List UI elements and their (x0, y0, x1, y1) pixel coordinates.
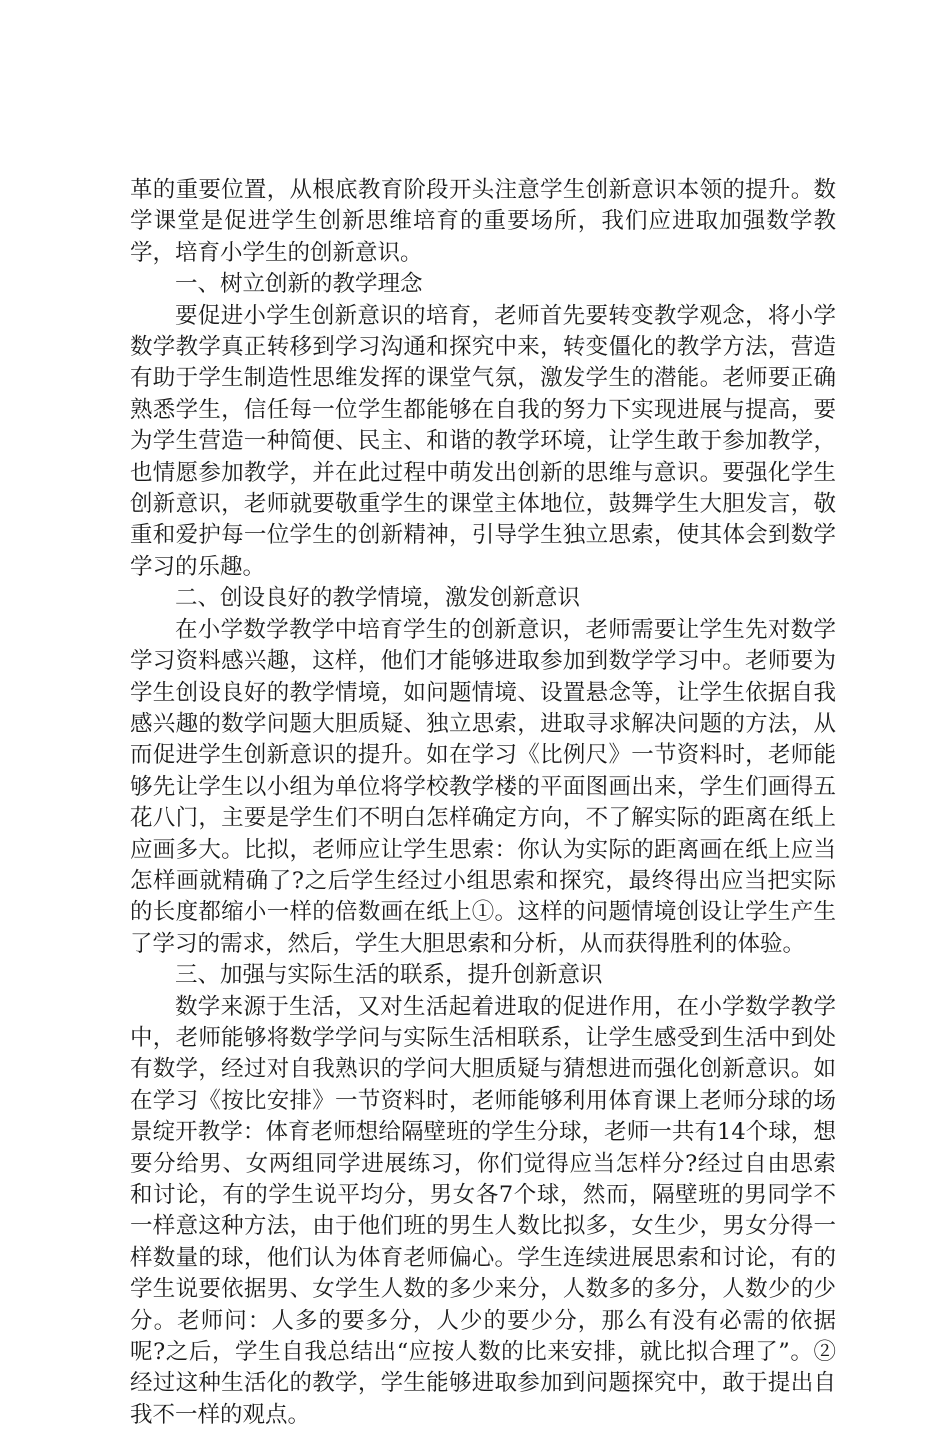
paragraph-section-3: 数学来源于生活，又对生活起着进取的促进作用，在小学数学教学中，老师能够将数学学问与实际生活相联系，让学生感受到生活中到处有数学，经过对自我熟识的学问大胆质疑与猜想进而强化创新意识。如在学习《按比安排》一节资料时，老师能够利用体育课上老师分球的场景绽开教学：体育老师想给隔壁班的学生分球，老师一共有14个球，想要分给男、女两组同学进展练习，你们觉得应当怎样分?经过自由思索和讨论，有的学生说平均分，男女各7个球，然而，隔壁班的男同学不一样意这种方法，由于他们班的男生人数比拟多，女生少，男女分得一样数量的球，他们认为体育老师偏心。学生连续进展思索和讨论，有的学生说要依据男、女学生人数的多少来分，人数多的多分，人数少的少分。老师问：人多的要多分，人少的要少分，那么有没有必需的依据呢?之后，学生自我总结出“应按人数的比来安排，就比拟合理了”。②经过这种生活化的教学，学生能够进取参加到问题探究中，敢于提出自我不一样的观点。 (130, 993, 836, 1428)
section-heading-2: 二、创设良好的教学情境，激发创新意识 (175, 585, 581, 612)
section-heading-3: 三、加强与实际生活的联系，提升创新意识 (175, 962, 603, 989)
paragraph-section-1: 要促进小学生创新意识的培育，老师首先要转变教学观念，将小学数学教学真正转移到学习沟通和探究中来，转变僵化的教学方法，营造有助于学生制造性思维发挥的课堂气氛，激发学生的潜能。老师要正确熟悉学生，信任每一位学生都能够在自我的努力下实现进展与提高，要为学生营造一种简便、民主、和谐的教学环境，让学生敢于参加教学，也情愿参加教学，并在此过程中萌发出创新的思维与意识。要强化学生创新意识，老师就要敬重学生的课堂主体地位，鼓舞学生大胆发言，敬重和爱护每一位学生的创新精神，引导学生独立思索，使其体会到数学学习的乐趣。 (130, 302, 836, 580)
paragraph-intro-continued: 革的重要位置，从根底教育阶段开头注意学生创新意识本领的提升。数学课堂是促进学生创新思维培育的重要场所，我们应进取加强数学教学，培育小学生的创新意识。 (130, 177, 836, 266)
section-heading-1: 一、树立创新的教学理念 (175, 271, 423, 298)
document-page (130, 175, 836, 1431)
paragraph-section-2: 在小学数学教学中培育学生的创新意识，老师需要让学生先对数学学习资料感兴趣，这样，他们才能够进取参加到数学学习中。老师要为学生创设良好的教学情境，如问题情境、设置悬念等，让学生依据自我感兴趣的数学问题大胆质疑、独立思索，进取寻求解决问题的方法，从而促进学生创新意识的提升。如在学习《比例尺》一节资料时，老师能够先让学生以小组为单位将学校教学楼的平面图画出来，学生们画得五花八门，主要是学生们不明白怎样确定方向，不了解实际的距离在纸上应画多大。比拟，老师应让学生思索：你认为实际的距离画在纸上应当怎样画就精确了?之后学生经过小组思索和探究，最终得出应当把实际的长度都缩小一样的倍数画在纸上①。这样的问题情境创设让学生产生了学习的需求，然后，学生大胆思索和分析，从而获得胜利的体验。 (130, 616, 836, 957)
